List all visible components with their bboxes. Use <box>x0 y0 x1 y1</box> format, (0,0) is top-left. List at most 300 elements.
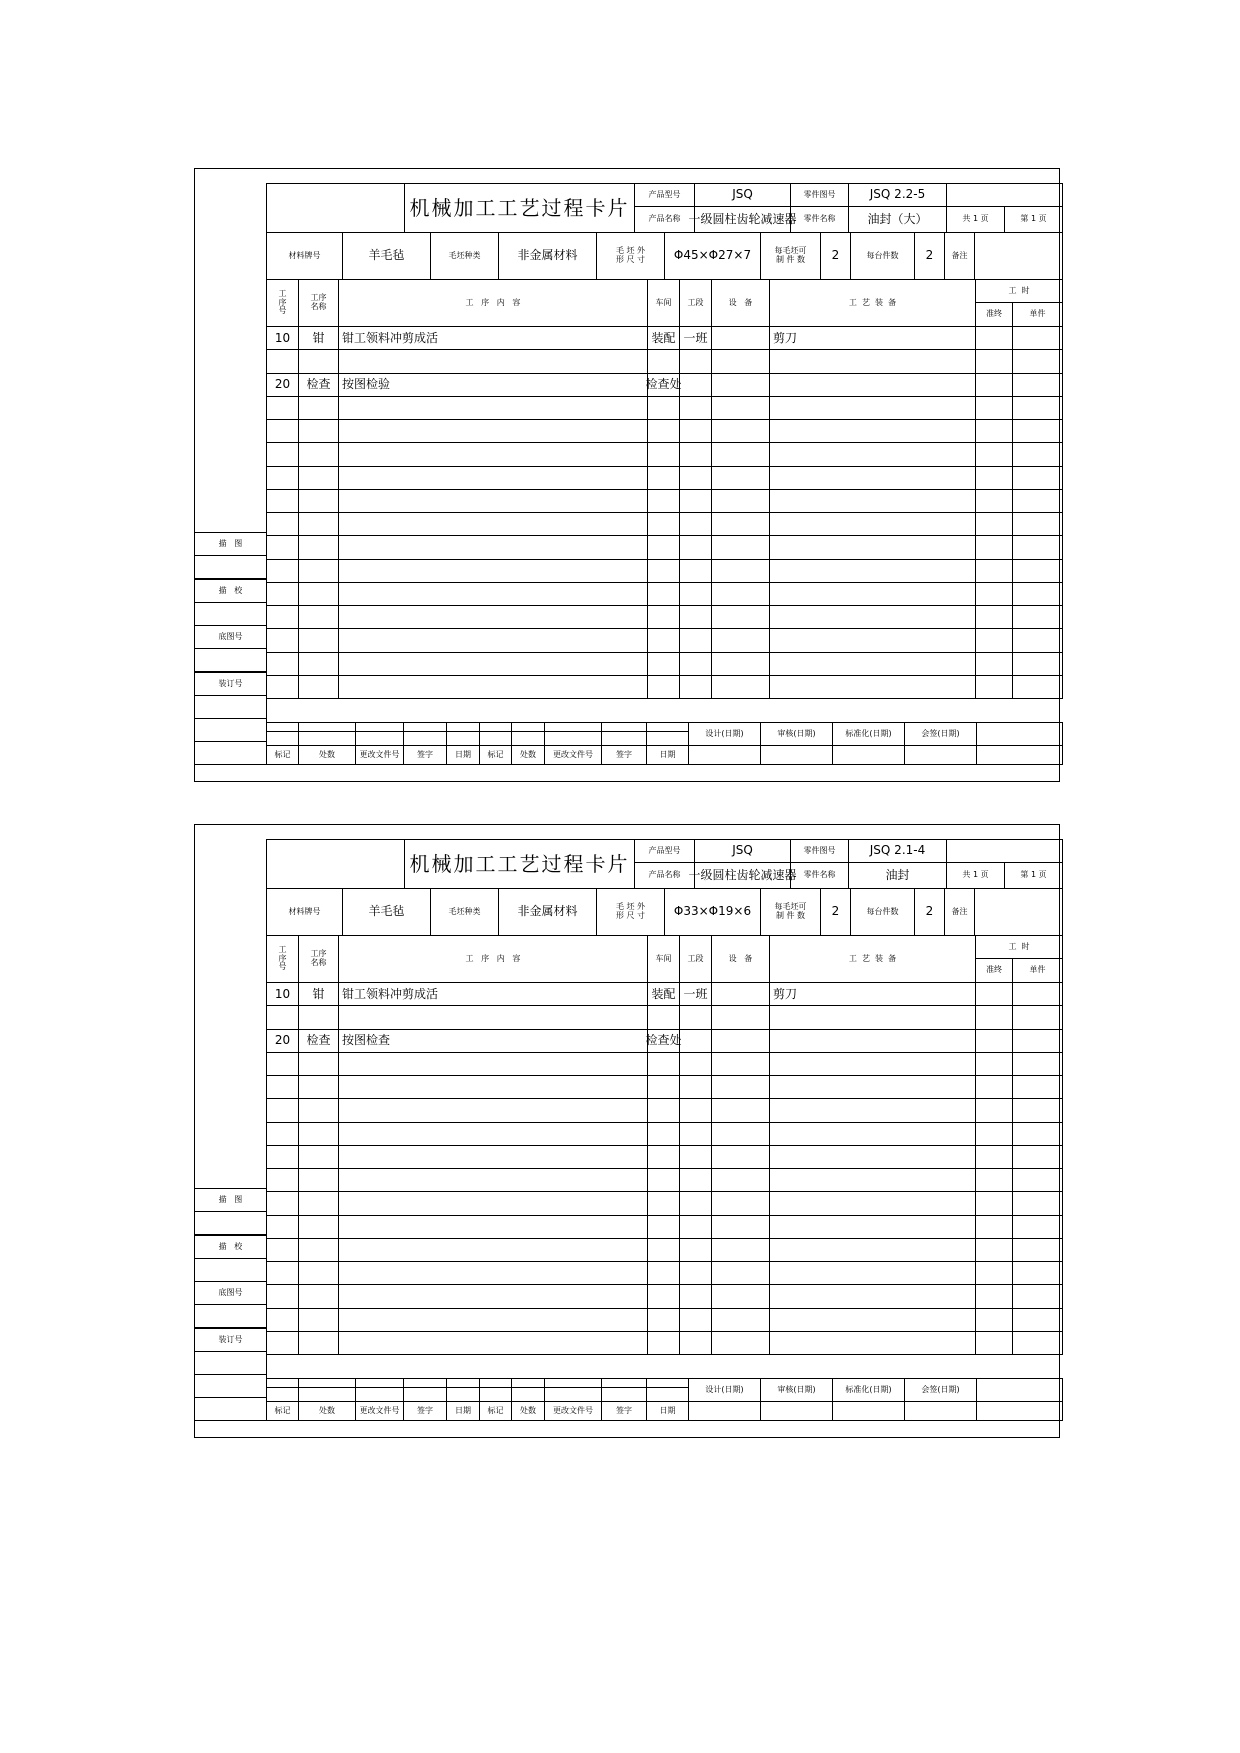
label-countersign: 会签(日期) <box>904 722 977 746</box>
table-cell <box>975 326 1013 350</box>
material-grade: 羊毛毡 <box>342 232 431 280</box>
table-cell <box>338 1005 648 1029</box>
table-cell <box>1012 1029 1063 1053</box>
op-name: 检查 <box>298 373 339 397</box>
table-cell <box>975 512 1013 536</box>
table-cell <box>647 628 680 652</box>
process-card-1 <box>194 168 1060 782</box>
table-cell <box>338 535 648 559</box>
table-cell <box>298 489 339 513</box>
table-cell <box>1012 1238 1063 1262</box>
table-cell <box>679 489 712 513</box>
table-cell <box>298 559 339 583</box>
label-rev-sign: 签字 <box>403 1401 447 1421</box>
label-unit-time: 单件 <box>1012 958 1063 983</box>
revision-cell <box>403 1387 447 1402</box>
table-cell <box>647 512 680 536</box>
signature-standard <box>832 745 905 765</box>
table-cell <box>769 489 976 513</box>
remarks-value <box>974 232 1063 280</box>
table-cell <box>769 396 976 420</box>
label-rev-date: 日期 <box>646 1401 689 1421</box>
label-rev-mark: 标记 <box>479 745 512 765</box>
table-cell <box>647 582 680 606</box>
label-op-content: 工 序 内 容 <box>338 279 648 327</box>
label-man-hours: 工 时 <box>975 935 1063 959</box>
table-cell <box>975 628 1013 652</box>
label-section: 工段 <box>679 935 712 983</box>
op-section: 一班 <box>679 326 712 350</box>
table-cell <box>711 675 770 699</box>
table-cell <box>1012 442 1063 466</box>
part-name: 油封 <box>848 862 947 889</box>
table-cell <box>266 1005 299 1029</box>
table-cell <box>298 1308 339 1332</box>
label-parts-per-unit: 每台件数 <box>850 232 915 280</box>
table-cell <box>679 466 712 490</box>
table-cell <box>338 1261 648 1285</box>
table-cell <box>975 349 1013 373</box>
label-rev-doc: 更改文件号 <box>544 745 602 765</box>
table-cell <box>647 349 680 373</box>
table-cell <box>679 1145 712 1169</box>
table-cell <box>769 466 976 490</box>
label-rev-doc: 更改文件号 <box>355 1401 404 1421</box>
table-cell <box>338 1168 648 1192</box>
blank-size: Φ45×Φ27×7 <box>664 232 761 280</box>
table-cell <box>975 1098 1013 1122</box>
table-cell <box>679 1075 712 1099</box>
op-no: 20 <box>266 1029 299 1053</box>
table-cell <box>647 652 680 676</box>
part-drawing-no: JSQ 2.2-5 <box>848 183 947 207</box>
table-cell <box>298 419 339 443</box>
card-title: 机械加工工艺过程卡片 <box>404 183 635 233</box>
table-cell <box>711 489 770 513</box>
table-cell <box>338 1284 648 1308</box>
table-cell <box>266 1145 299 1169</box>
table-cell <box>298 652 339 676</box>
table-cell <box>975 1029 1013 1053</box>
table-cell <box>679 419 712 443</box>
table-cell <box>298 605 339 629</box>
op-workshop: 检查处 <box>647 373 680 397</box>
table-cell <box>769 419 976 443</box>
op-content: 按图检查 <box>338 1029 648 1053</box>
label-rev-count: 处数 <box>298 745 356 765</box>
table-cell <box>647 675 680 699</box>
label-product-model: 产品型号 <box>634 839 695 863</box>
table-cell <box>769 1122 976 1146</box>
left-blank-cell <box>194 1211 267 1235</box>
revision-cell <box>544 1387 602 1402</box>
table-cell <box>647 419 680 443</box>
product-name: 一级圆柱齿轮减速器 <box>694 206 791 233</box>
blank-size: Φ33×Φ19×6 <box>664 888 761 936</box>
signature-countersign <box>904 745 977 765</box>
label-left-base: 底图号 <box>194 625 267 649</box>
table-cell <box>647 1098 680 1122</box>
table-cell <box>647 1191 680 1215</box>
table-cell <box>647 1145 680 1169</box>
op-name: 钳 <box>298 982 339 1006</box>
table-cell <box>711 1029 770 1053</box>
table-cell <box>266 628 299 652</box>
signature-extra <box>976 722 1063 746</box>
revision-cell <box>511 1387 545 1402</box>
table-cell <box>975 466 1013 490</box>
label-part-drawing-no: 零件图号 <box>790 839 849 863</box>
label-prep-time: 准终 <box>975 958 1013 983</box>
part-name: 油封（大） <box>848 206 947 233</box>
label-blank-type: 毛坯种类 <box>430 888 499 936</box>
table-cell <box>1012 628 1063 652</box>
table-cell <box>769 1168 976 1192</box>
label-left-check: 描 校 <box>194 1235 267 1259</box>
label-rev-sign: 签字 <box>601 745 647 765</box>
label-rev-count: 处数 <box>511 745 545 765</box>
table-cell <box>711 652 770 676</box>
table-cell <box>1012 652 1063 676</box>
table-cell <box>769 1145 976 1169</box>
product-name: 一级圆柱齿轮减速器 <box>694 862 791 889</box>
label-design: 设计(日期) <box>688 1378 761 1402</box>
table-cell <box>769 1238 976 1262</box>
op-tooling: 剪刀 <box>769 982 976 1006</box>
revision-cell <box>446 1387 480 1402</box>
left-blank-cell <box>194 695 267 719</box>
label-material-grade: 材料牌号 <box>266 888 343 936</box>
table-cell <box>679 1122 712 1146</box>
table-cell <box>298 396 339 420</box>
table-cell <box>711 1261 770 1285</box>
label-part-drawing-no: 零件图号 <box>790 183 849 207</box>
label-op-no: 工 序 号 <box>266 279 299 327</box>
table-cell <box>711 1215 770 1239</box>
table-cell <box>679 1238 712 1262</box>
table-cell <box>266 512 299 536</box>
table-cell <box>975 442 1013 466</box>
table-cell <box>338 1098 648 1122</box>
label-part-name: 零件名称 <box>790 862 849 889</box>
table-cell <box>1012 1168 1063 1192</box>
table-cell <box>711 1331 770 1355</box>
table-cell <box>338 1308 648 1332</box>
signature-review <box>760 1401 833 1421</box>
table-cell <box>266 559 299 583</box>
table-cell <box>266 1215 299 1239</box>
table-cell <box>266 605 299 629</box>
table-cell <box>298 1168 339 1192</box>
table-cell <box>338 1075 648 1099</box>
table-cell <box>769 1005 976 1029</box>
revision-cell <box>646 1387 689 1402</box>
table-cell <box>266 1075 299 1099</box>
table-cell <box>1012 535 1063 559</box>
header-blank-cell <box>266 839 405 889</box>
revision-cell <box>266 1387 299 1402</box>
revision-cell <box>601 1387 647 1402</box>
left-blank-cell <box>194 718 267 742</box>
table-cell <box>975 1005 1013 1029</box>
table-cell <box>266 1052 299 1076</box>
op-section <box>679 373 712 397</box>
table-cell <box>711 442 770 466</box>
table-cell <box>647 1308 680 1332</box>
label-rev-date: 日期 <box>446 745 480 765</box>
table-cell <box>338 1191 648 1215</box>
table-cell <box>1012 349 1063 373</box>
table-cell <box>647 1052 680 1076</box>
table-cell <box>769 535 976 559</box>
parts-per-blank: 2 <box>820 888 851 936</box>
table-cell <box>769 1052 976 1076</box>
table-cell <box>298 1331 339 1355</box>
table-cell <box>1012 419 1063 443</box>
table-cell <box>679 1331 712 1355</box>
signature-review <box>760 745 833 765</box>
left-blank-cell <box>194 648 267 672</box>
table-cell <box>711 1098 770 1122</box>
table-cell <box>266 652 299 676</box>
table-cell <box>647 1075 680 1099</box>
table-cell <box>769 605 976 629</box>
label-rev-date: 日期 <box>446 1401 480 1421</box>
table-cell <box>647 466 680 490</box>
table-cell <box>975 675 1013 699</box>
label-op-no: 工 序 号 <box>266 935 299 983</box>
label-parts-per-blank: 每毛坯可 制 件 数 <box>760 888 821 936</box>
table-cell <box>975 419 1013 443</box>
parts-per-unit: 2 <box>914 232 945 280</box>
table-cell <box>266 419 299 443</box>
table-cell <box>1012 1215 1063 1239</box>
table-cell <box>769 1308 976 1332</box>
table-cell <box>298 1122 339 1146</box>
label-rev-mark: 标记 <box>479 1401 512 1421</box>
parts-per-blank: 2 <box>820 232 851 280</box>
table-cell <box>711 396 770 420</box>
table-cell <box>1012 396 1063 420</box>
label-remarks: 备注 <box>944 232 975 280</box>
table-cell <box>1012 675 1063 699</box>
table-cell <box>298 1098 339 1122</box>
table-cell <box>975 582 1013 606</box>
table-cell <box>298 1075 339 1099</box>
signature-extra <box>976 1378 1063 1402</box>
table-cell <box>647 1261 680 1285</box>
header-extra-cell <box>946 839 1063 863</box>
table-cell <box>298 1145 339 1169</box>
table-cell <box>647 1168 680 1192</box>
table-cell <box>1012 1005 1063 1029</box>
table-cell <box>1012 1191 1063 1215</box>
label-design: 设计(日期) <box>688 722 761 746</box>
table-cell <box>1012 559 1063 583</box>
label-rev-date: 日期 <box>646 745 689 765</box>
op-section <box>679 1029 712 1053</box>
table-cell <box>679 1168 712 1192</box>
signature-extra <box>976 745 1063 765</box>
product-model: JSQ <box>694 839 791 863</box>
header-blank-cell <box>266 183 405 233</box>
table-cell <box>769 1261 976 1285</box>
table-cell <box>647 1215 680 1239</box>
label-parts-per-unit: 每台件数 <box>850 888 915 936</box>
label-rev-doc: 更改文件号 <box>355 745 404 765</box>
table-cell <box>975 1168 1013 1192</box>
table-cell <box>1012 582 1063 606</box>
table-cell <box>711 512 770 536</box>
label-part-name: 零件名称 <box>790 206 849 233</box>
label-standard: 标准化(日期) <box>832 722 905 746</box>
table-cell <box>769 628 976 652</box>
table-cell <box>647 1122 680 1146</box>
table-cell <box>1012 1331 1063 1355</box>
label-man-hours: 工 时 <box>975 279 1063 303</box>
table-cell <box>679 628 712 652</box>
table-cell <box>266 1098 299 1122</box>
label-remarks: 备注 <box>944 888 975 936</box>
op-tooling <box>769 1029 976 1053</box>
table-cell <box>679 1308 712 1332</box>
left-blank-cell <box>194 602 267 626</box>
table-cell <box>647 442 680 466</box>
table-cell <box>298 535 339 559</box>
table-cell <box>1012 1261 1063 1285</box>
table-cell <box>1012 326 1063 350</box>
table-cell <box>711 535 770 559</box>
op-content: 钳工领料冲剪成活 <box>338 982 648 1006</box>
label-product-model: 产品型号 <box>634 183 695 207</box>
table-cell <box>975 1238 1013 1262</box>
op-name: 钳 <box>298 326 339 350</box>
label-left-trace: 描 图 <box>194 1188 267 1212</box>
table-cell <box>975 1308 1013 1332</box>
table-cell <box>711 419 770 443</box>
table-cell <box>679 582 712 606</box>
table-cell <box>769 559 976 583</box>
label-rev-sign: 签字 <box>403 745 447 765</box>
table-cell <box>975 1145 1013 1169</box>
label-countersign: 会签(日期) <box>904 1378 977 1402</box>
table-cell <box>338 559 648 583</box>
label-blank-size: 毛 坯 外 形 尺 寸 <box>596 232 665 280</box>
table-cell <box>647 535 680 559</box>
table-cell <box>679 605 712 629</box>
table-cell <box>647 605 680 629</box>
table-cell <box>769 349 976 373</box>
table-cell <box>711 559 770 583</box>
parts-per-unit: 2 <box>914 888 945 936</box>
table-cell <box>711 1052 770 1076</box>
table-cell <box>711 1122 770 1146</box>
table-cell <box>338 466 648 490</box>
table-cell <box>1012 1308 1063 1332</box>
table-cell <box>975 1075 1013 1099</box>
signature-standard <box>832 1401 905 1421</box>
label-parts-per-blank: 每毛坯可 制 件 数 <box>760 232 821 280</box>
label-left-trace: 描 图 <box>194 532 267 556</box>
table-cell <box>266 1238 299 1262</box>
table-cell <box>298 628 339 652</box>
left-blank-cell <box>194 1374 267 1398</box>
label-rev-count: 处数 <box>511 1401 545 1421</box>
table-cell <box>1012 1284 1063 1308</box>
label-op-name: 工序 名称 <box>298 935 339 983</box>
table-cell <box>711 1168 770 1192</box>
table-cell <box>679 535 712 559</box>
table-cell <box>1012 489 1063 513</box>
label-rev-mark: 标记 <box>266 1401 299 1421</box>
signature-design <box>688 1401 761 1421</box>
label-rev-mark: 标记 <box>266 745 299 765</box>
label-equipment: 设 备 <box>711 935 770 983</box>
table-cell <box>975 982 1013 1006</box>
table-cell <box>711 1284 770 1308</box>
table-cell <box>679 559 712 583</box>
header-extra-cell <box>946 183 1063 207</box>
table-cell <box>679 1191 712 1215</box>
op-name: 检查 <box>298 1029 339 1053</box>
table-cell <box>769 1215 976 1239</box>
table-cell <box>338 396 648 420</box>
table-cell <box>338 582 648 606</box>
table-cell <box>975 559 1013 583</box>
table-cell <box>298 442 339 466</box>
table-cell <box>711 1238 770 1262</box>
table-cell <box>679 1261 712 1285</box>
op-content: 钳工领料冲剪成活 <box>338 326 648 350</box>
table-cell <box>298 512 339 536</box>
table-cell <box>647 1331 680 1355</box>
label-left-bind: 装订号 <box>194 672 267 696</box>
signature-design <box>688 745 761 765</box>
table-cell <box>298 349 339 373</box>
table-cell <box>338 349 648 373</box>
label-standard: 标准化(日期) <box>832 1378 905 1402</box>
table-cell <box>975 1261 1013 1285</box>
part-drawing-no: JSQ 2.1-4 <box>848 839 947 863</box>
table-cell <box>298 1284 339 1308</box>
total-pages: 共 1 页 <box>946 862 1005 889</box>
label-equipment: 设 备 <box>711 279 770 327</box>
label-rev-sign: 签字 <box>601 1401 647 1421</box>
table-cell <box>975 373 1013 397</box>
table-cell <box>975 489 1013 513</box>
left-blank-cell <box>194 1351 267 1375</box>
revision-cell <box>511 731 545 746</box>
revision-cell <box>646 731 689 746</box>
table-cell <box>338 605 648 629</box>
table-cell <box>266 1284 299 1308</box>
page-number: 第 1 页 <box>1004 206 1063 233</box>
table-cell <box>1012 512 1063 536</box>
revision-cell <box>355 731 404 746</box>
table-cell <box>338 1331 648 1355</box>
material-grade: 羊毛毡 <box>342 888 431 936</box>
table-cell <box>266 349 299 373</box>
table-cell <box>1012 466 1063 490</box>
table-cell <box>266 675 299 699</box>
remarks-value <box>974 888 1063 936</box>
table-cell <box>298 1005 339 1029</box>
table-cell <box>711 1075 770 1099</box>
op-no: 20 <box>266 373 299 397</box>
table-cell <box>647 1284 680 1308</box>
label-tooling: 工 艺 装 备 <box>769 935 976 983</box>
table-cell <box>298 1215 339 1239</box>
